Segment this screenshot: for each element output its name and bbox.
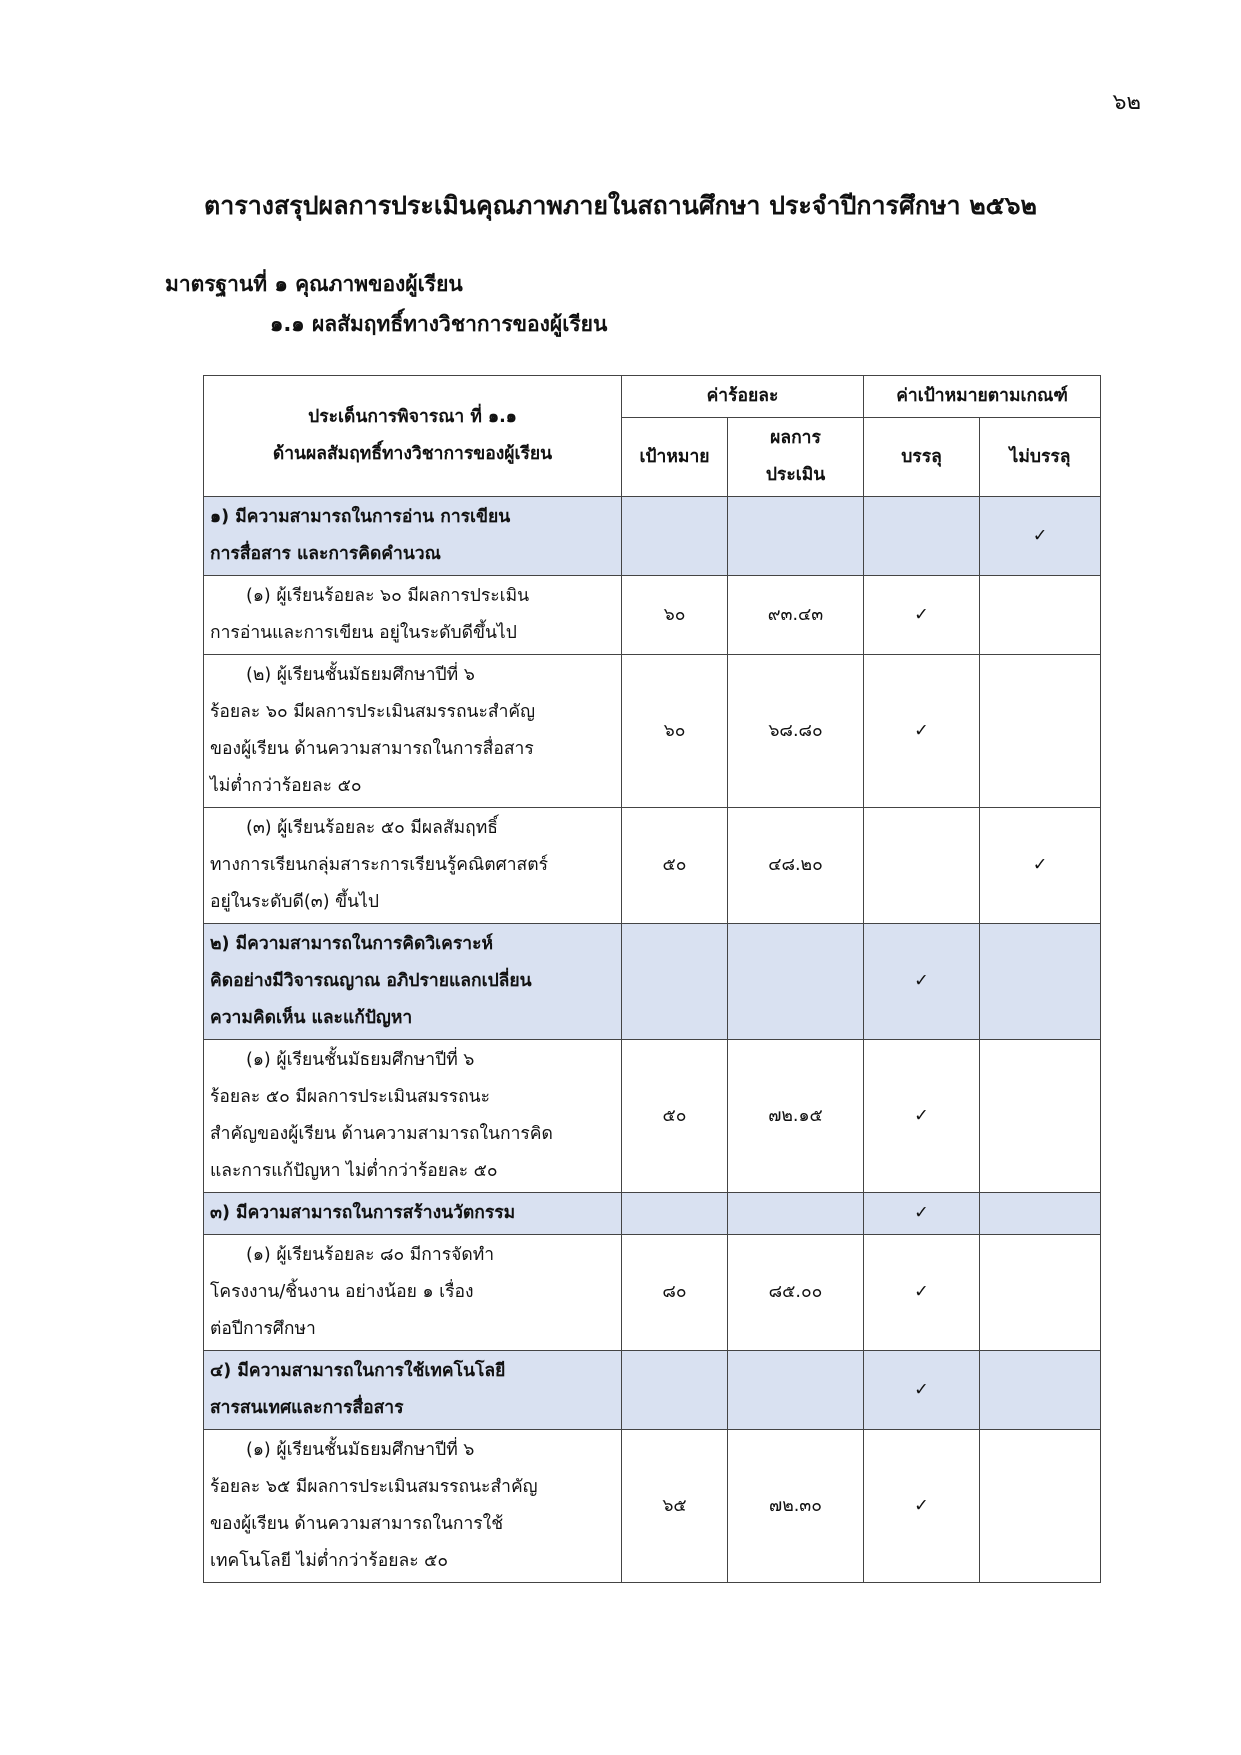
check-icon: ✓ [914, 1203, 929, 1223]
not-achieved-cell [980, 497, 1101, 576]
not-achieved-cell [980, 1351, 1101, 1430]
check-icon: ✓ [914, 1495, 929, 1516]
check-icon: ✓ [914, 1379, 929, 1400]
description-line: ๒) มีความสามารถในการคิดวิเคราะห์ [210, 934, 493, 954]
achieved-cell [864, 576, 980, 655]
achieved-cell [864, 497, 980, 576]
not-achieved-cell [980, 1040, 1101, 1193]
target-value: ๖๐ [622, 655, 728, 808]
not-achieved-cell [980, 808, 1101, 924]
description-line: ๑) มีความสามารถในการอ่าน การเขียน [210, 507, 511, 527]
description-line: โครงงาน/ชิ้นงาน อย่างน้อย ๑ เรื่อง [210, 1282, 474, 1302]
criterion-row [204, 1040, 1101, 1193]
check-icon: ✓ [914, 1282, 929, 1302]
description-line: (๒) ผู้เรียนชั้นมัธยมศึกษาปีที่ ๖ [246, 665, 475, 685]
description-line: การสื่อสาร และการคิดคำนวณ [210, 544, 441, 564]
row-description [204, 497, 622, 576]
description-line: ร้อยละ ๕๐ มีผลการประเมินสมรรถนะ [210, 1087, 491, 1107]
target-value: ๖๐ [622, 576, 728, 655]
check-icon: ✓ [914, 1105, 929, 1126]
description-line: ร้อยละ ๖๕ มีผลการประเมินสมรรถนะสำคัญ [210, 1477, 538, 1497]
description-line: และการแก้ปัญหา ไม่ต่ำกว่าร้อยละ ๕๐ [210, 1161, 498, 1181]
result-value: ๗๒.๑๕ [728, 1040, 864, 1193]
header-not-achieved: ไม่บรรลุ [980, 418, 1101, 497]
header-criteria: ค่าเป้าหมายตามเกณฑ์ [864, 376, 1101, 418]
description-line: (๑) ผู้เรียนร้อยละ ๘๐ มีการจัดทำ [246, 1245, 495, 1265]
result-value [728, 497, 864, 576]
row-description [204, 808, 622, 924]
description-line: สำคัญของผู้เรียน ด้านความสามารถในการคิด [210, 1124, 553, 1144]
achieved-cell [864, 1351, 980, 1430]
achieved-cell [864, 808, 980, 924]
table-body [204, 497, 1101, 1583]
target-value [622, 924, 728, 1040]
description-line: ทางการเรียนกลุ่มสาระการเรียนรู้คณิตศาสตร์ [210, 855, 548, 875]
achieved-cell [864, 1235, 980, 1351]
description-line: สารสนเทศและการสื่อสาร [210, 1398, 404, 1418]
description-line: (๑) ผู้เรียนร้อยละ ๖๐ มีผลการประเมิน [246, 586, 530, 606]
result-value: ๔๘.๒๐ [728, 808, 864, 924]
criterion-row [204, 1235, 1101, 1351]
achieved-cell [864, 655, 980, 808]
description-line: ของผู้เรียน ด้านความสามารถในการใช้ [210, 1514, 504, 1534]
achieved-cell [864, 1193, 980, 1235]
not-achieved-cell [980, 1193, 1101, 1235]
not-achieved-cell [980, 924, 1101, 1040]
check-icon: ✓ [1032, 855, 1048, 875]
target-value [622, 1193, 728, 1235]
row-description [204, 924, 622, 1040]
header-issue: ประเด็นการพิจารณา ที่ ๑.๑ ด้านผลสัมฤทธิ์ทางวิชาการของผู้เรียน [204, 376, 622, 497]
not-achieved-cell [980, 655, 1101, 808]
achieved-cell [864, 1040, 980, 1193]
header-target: เป้าหมาย [622, 418, 728, 497]
criterion-row [204, 1430, 1101, 1583]
row-description [204, 576, 622, 655]
target-value [622, 497, 728, 576]
indicator-row [204, 1193, 1101, 1235]
row-description [204, 1235, 622, 1351]
row-description [204, 1430, 622, 1583]
description-line: (๓) ผู้เรียนร้อยละ ๕๐ มีผลสัมฤทธิ์ [246, 818, 498, 838]
row-description [204, 1040, 622, 1193]
result-value [728, 924, 864, 1040]
description-line: ความคิดเห็น และแก้ปัญหา [210, 1008, 413, 1028]
description-line: อยู่ในระดับดี(๓) ขึ้นไป [210, 892, 379, 912]
header-achieved: บรรลุ [864, 418, 980, 497]
not-achieved-cell [980, 576, 1101, 655]
criterion-row [204, 655, 1101, 808]
description-line: ๓) มีความสามารถในการสร้างนวัตกรรม [210, 1203, 516, 1223]
result-value: ๗๒.๓๐ [728, 1430, 864, 1583]
achieved-cell [864, 1430, 980, 1583]
page-number: ๖๒ [1112, 90, 1141, 115]
result-value [728, 1351, 864, 1430]
target-value: ๕๐ [622, 808, 728, 924]
description-line: ร้อยละ ๖๐ มีผลการประเมินสมรรถนะสำคัญ [210, 702, 536, 722]
not-achieved-cell [980, 1235, 1101, 1351]
description-line: การอ่านและการเขียน อยู่ในระดับดีขึ้นไป [210, 623, 517, 643]
result-value: ๙๓.๔๓ [728, 576, 864, 655]
check-icon: ✓ [914, 604, 929, 625]
description-line: ต่อปีการศึกษา [210, 1319, 316, 1339]
result-value [728, 1193, 864, 1235]
description-line: (๑) ผู้เรียนชั้นมัธยมศึกษาปีที่ ๖ [246, 1050, 475, 1070]
header-percent: ค่าร้อยละ [622, 376, 864, 418]
row-description [204, 1351, 622, 1430]
description-line: เทคโนโลยี ไม่ต่ำกว่าร้อยละ ๕๐ [210, 1551, 449, 1571]
document-title: ตารางสรุปผลการประเมินคุณภาพภายในสถานศึกษา ประจำปีการศึกษา ๒๕๖๒ [204, 191, 1037, 220]
indicator-row [204, 924, 1101, 1040]
description-line: ไม่ต่ำกว่าร้อยละ ๕๐ [210, 776, 362, 796]
not-achieved-cell [980, 1430, 1101, 1583]
description-line: (๑) ผู้เรียนชั้นมัธยมศึกษาปีที่ ๖ [246, 1440, 475, 1460]
indicator-row [204, 497, 1101, 576]
result-value: ๘๕.๐๐ [728, 1235, 864, 1351]
row-description [204, 1193, 622, 1235]
row-description [204, 655, 622, 808]
description-line: ๔) มีความสามารถในการใช้เทคโนโลยี [210, 1361, 506, 1381]
indicator-row [204, 1351, 1101, 1430]
assessment-table [203, 375, 1101, 1583]
description-line: คิดอย่างมีวิจารณญาณ อภิปรายแลกเปลี่ยน [210, 971, 532, 991]
target-value: ๘๐ [622, 1235, 728, 1351]
criterion-row [204, 808, 1101, 924]
sub-heading: ๑.๑ ผลสัมฤทธิ์ทางวิชาการของผู้เรียน [270, 312, 608, 336]
target-value [622, 1351, 728, 1430]
description-line: ของผู้เรียน ด้านความสามารถในการสื่อสาร [210, 739, 534, 759]
check-icon: ✓ [1032, 525, 1048, 546]
target-value: ๖๕ [622, 1430, 728, 1583]
achieved-cell [864, 924, 980, 1040]
result-value: ๖๘.๘๐ [728, 655, 864, 808]
check-icon: ✓ [914, 720, 929, 741]
target-value: ๕๐ [622, 1040, 728, 1193]
criterion-row [204, 576, 1101, 655]
header-result: ผลการ ประเมิน [728, 418, 864, 497]
standard-heading: มาตรฐานที่ ๑ คุณภาพของผู้เรียน [165, 272, 463, 296]
check-icon: ✓ [914, 971, 929, 991]
